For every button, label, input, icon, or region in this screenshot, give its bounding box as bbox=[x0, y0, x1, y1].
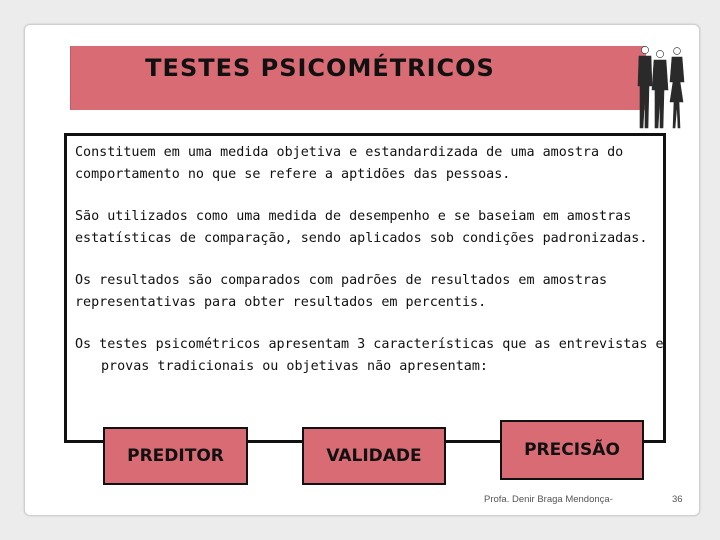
paragraph-line-1: Os testes psicométricos apresentam 3 características que as entrevistas e bbox=[75, 337, 664, 352]
paragraph-line-2: provas tradicionais ou objetivas não apresentam: bbox=[101, 359, 488, 374]
paragraph-definition: Constituem em uma medida objetiva e estandardizada de uma amostra do comportamento no que se refere a aptidões das pessoas. bbox=[75, 145, 624, 182]
business-people-icon bbox=[633, 42, 689, 130]
footer-author: Profa. Denir Braga Mendonça- bbox=[484, 494, 613, 505]
characteristic-precisao: PRECISÃO bbox=[500, 420, 644, 480]
content-box bbox=[64, 133, 666, 443]
page-number: 36 bbox=[672, 494, 683, 505]
paragraph-usage: São utilizados como uma medida de desempenho e se baseiam em amostras estatísticas de comparação, sendo aplicados sob condições padronizadas. bbox=[75, 209, 648, 246]
paragraph-characteristics-intro bbox=[75, 334, 665, 378]
slide-title: TESTES PSICOMÉTRICOS bbox=[145, 54, 495, 82]
characteristic-preditor: PREDITOR bbox=[103, 427, 248, 485]
characteristic-validade: VALIDADE bbox=[302, 427, 446, 485]
paragraph-results: Os resultados são comparados com padrões de resultados em amostras representativas para obter resultados em percentis. bbox=[75, 273, 608, 310]
